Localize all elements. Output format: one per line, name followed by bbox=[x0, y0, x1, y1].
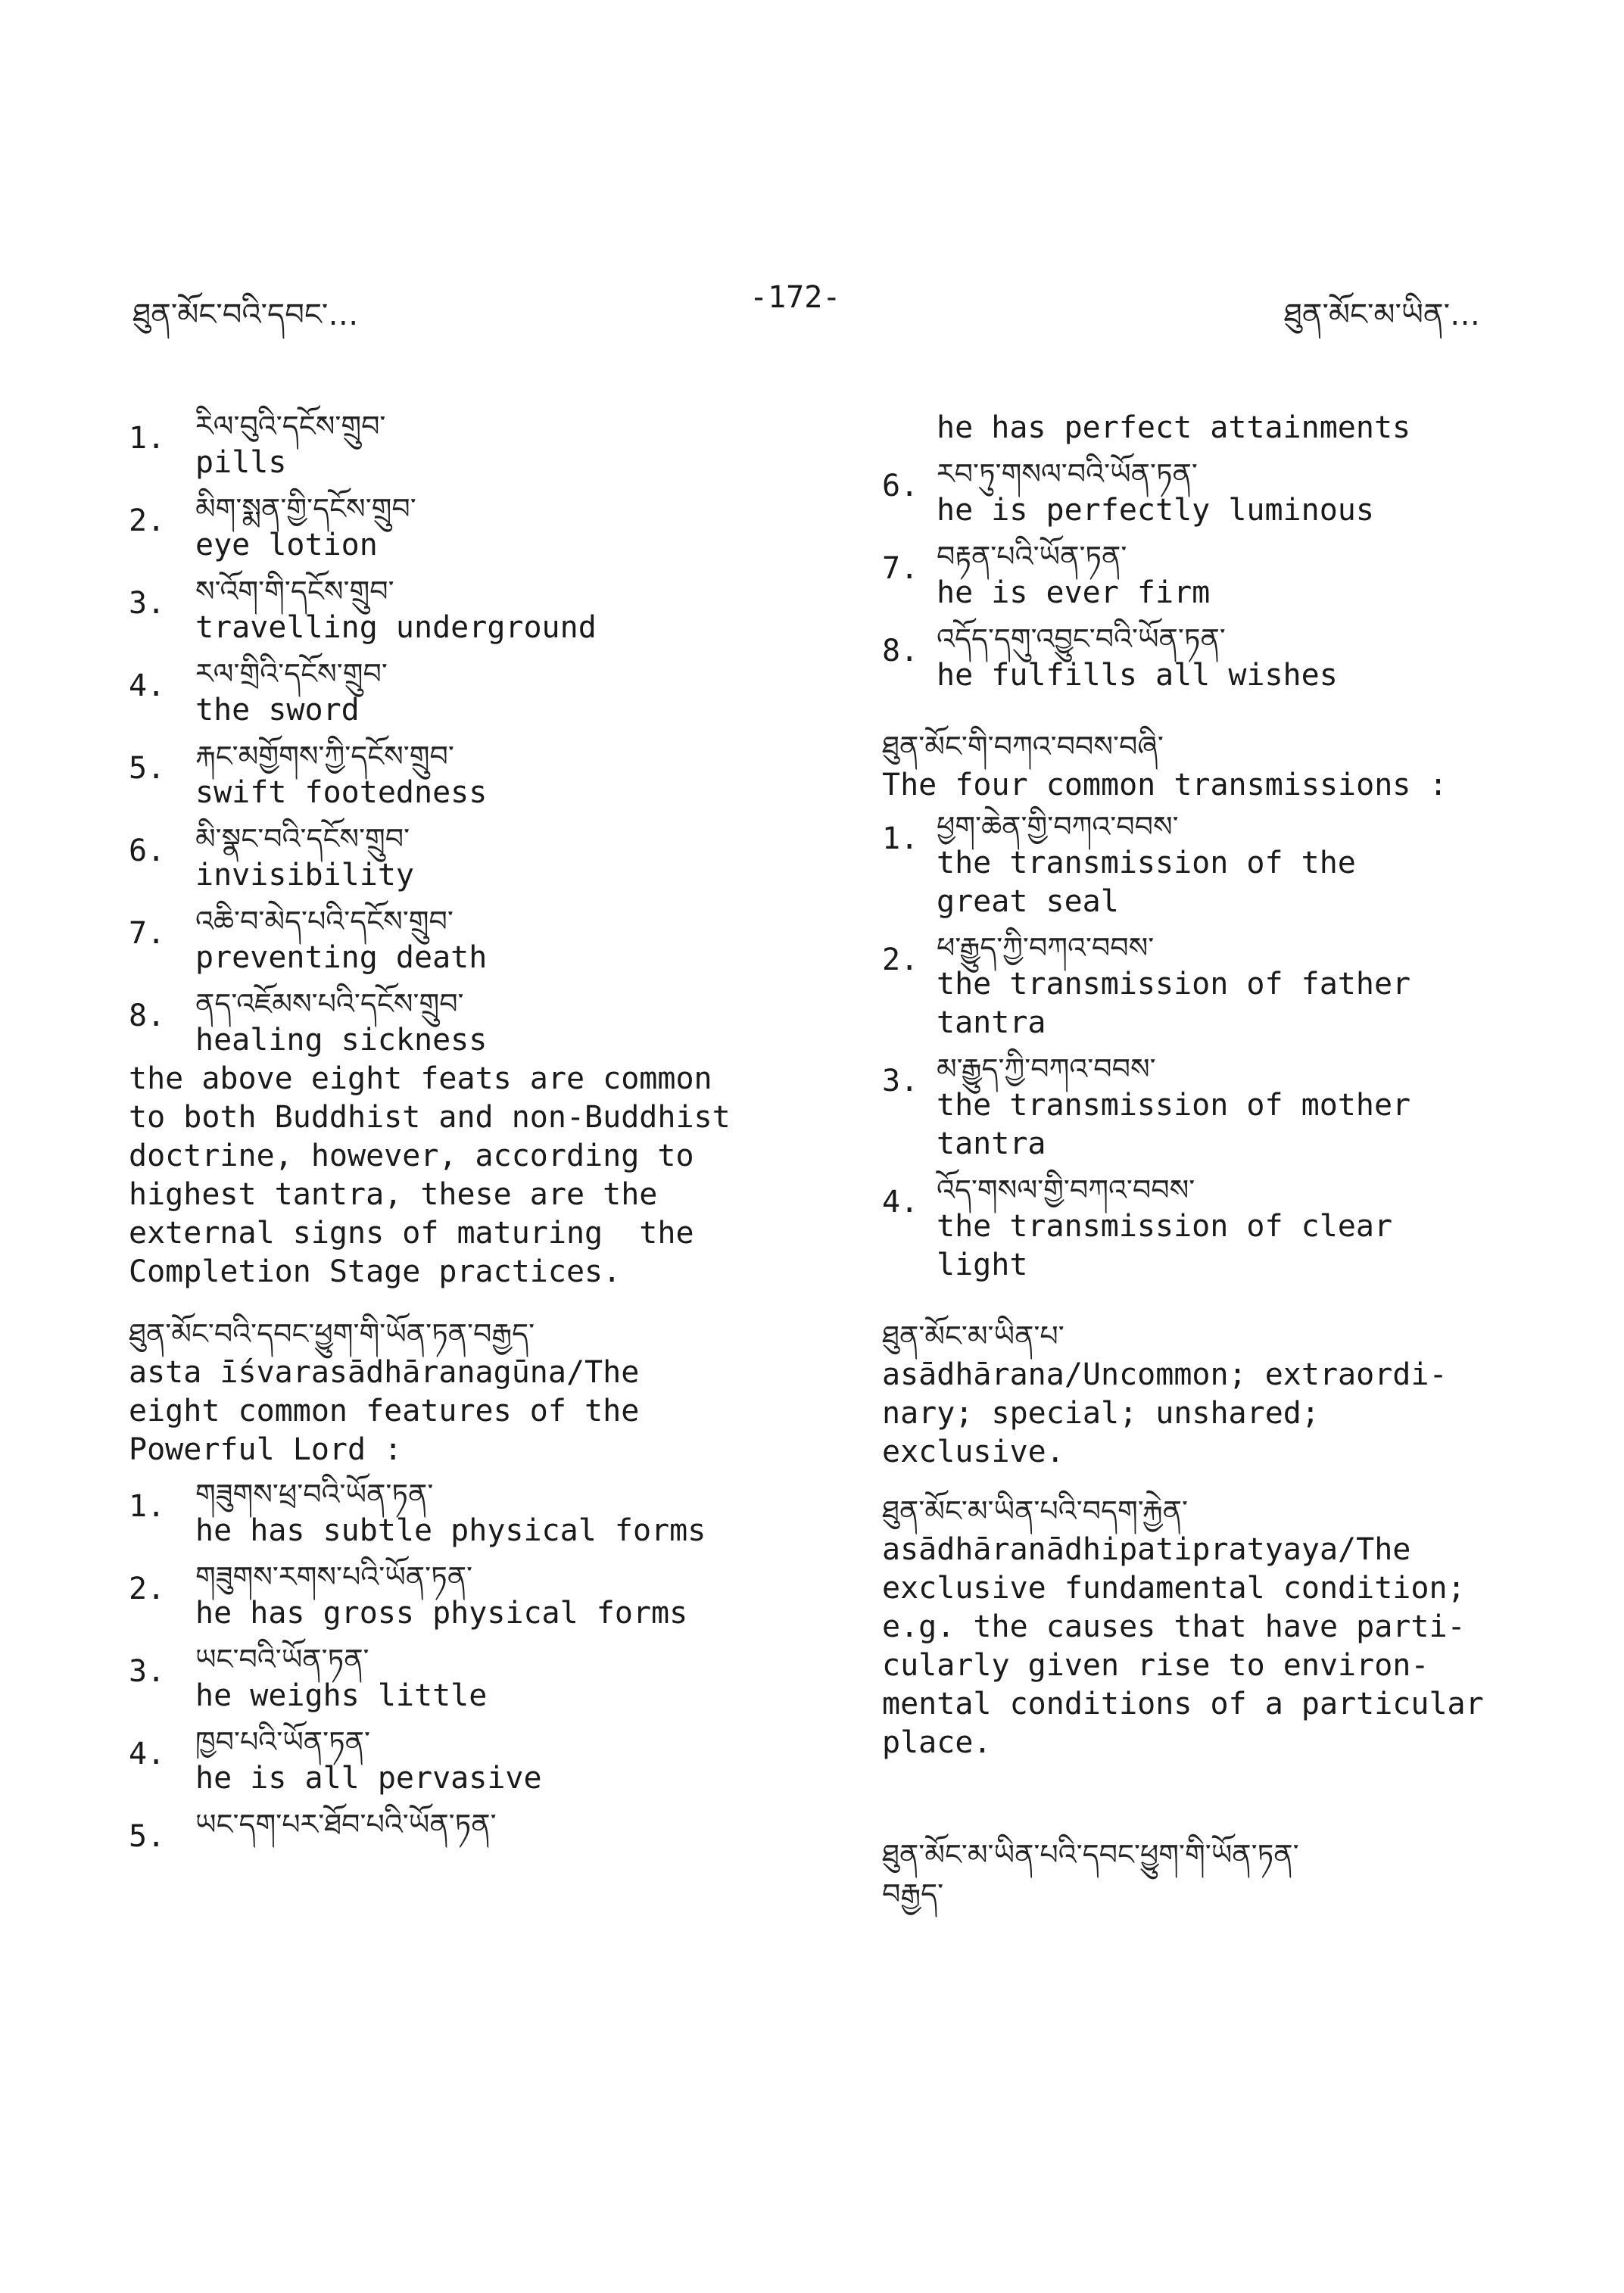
list-item bbox=[129, 574, 795, 647]
tibetan-term: མི་སྣང་བའི་དངོས་གྲུབ་ bbox=[195, 822, 410, 855]
english-gloss: preventing death bbox=[195, 940, 488, 975]
tibetan-term: ཕྱག་ཆེན་གྱི་བཀའ་བབས་ bbox=[937, 810, 1179, 843]
uncommon-entry bbox=[882, 1316, 1526, 1472]
list-item bbox=[129, 1642, 795, 1715]
english-gloss: eye lotion bbox=[195, 528, 378, 562]
item-number: 2. bbox=[882, 942, 919, 977]
list-item bbox=[129, 1477, 795, 1550]
item-number: 8. bbox=[129, 999, 166, 1033]
english-gloss: the transmission of father tantra bbox=[937, 967, 1411, 1040]
entry-headword-tibetan: ཐུན་མོང་མ་ཡིན་པའི་དབང་ཕྱུག་གི་ཡོན་ཏན་ བརྒྱད་ bbox=[882, 1838, 1299, 1911]
list-item bbox=[129, 821, 795, 895]
entry-headword-tibetan: ཐུན་མོང་གི་བཀའ་བབས་བཞི་ bbox=[882, 730, 1164, 763]
running-head-right: ཐུན་མོང་མ་ཡིན་… bbox=[1283, 298, 1480, 332]
list-item bbox=[129, 1724, 795, 1798]
english-gloss: invisibility bbox=[195, 858, 414, 893]
feats-list bbox=[129, 409, 795, 1060]
list-item bbox=[129, 739, 795, 812]
list-item bbox=[129, 656, 795, 730]
item-number: 7. bbox=[882, 551, 919, 586]
list-item bbox=[882, 622, 1526, 695]
lord-features-list bbox=[129, 1477, 795, 1856]
list-item bbox=[882, 539, 1526, 612]
tibetan-term: ནད་འཇོམས་པའི་དངོས་གྲུབ་ bbox=[195, 987, 464, 1020]
entry-definition: asādhārana/Uncommon; extraordi- nary; special; unshared; exclusive. bbox=[882, 1357, 1448, 1469]
condition-entry bbox=[882, 1491, 1526, 1762]
item-number: 1. bbox=[129, 421, 166, 456]
tibetan-term: མ་རྒྱུད་ཀྱི་བཀའ་བབས་ bbox=[937, 1052, 1156, 1086]
tibetan-term: ས་འོག་གི་དངོས་གྲུབ་ bbox=[195, 575, 394, 608]
item-number: 3. bbox=[129, 586, 166, 621]
entry-definition: The four common transmissions : bbox=[882, 768, 1448, 802]
tibetan-term: གཟུགས་ཕྲ་བའི་ཡོན་ཏན་ bbox=[195, 1478, 434, 1511]
list-item bbox=[129, 409, 795, 482]
entry-definition: asādhāranādhipatipratyaya/The exclusive fundamental condition; e.g. the causes that have parti- cularly given rise to environ- mental conditions of a particular place. bbox=[882, 1532, 1484, 1760]
english-gloss: healing sickness bbox=[195, 1023, 488, 1058]
english-gloss: the transmission of clear light bbox=[937, 1209, 1393, 1282]
item-number: 1. bbox=[882, 821, 919, 856]
transmissions-entry bbox=[882, 727, 1526, 805]
feats-note: the above eight feats are common to both Buddhist and non-Buddhist doctrine, however, according to highest tantra, these are the external signs of maturing the Completion Stage practices. bbox=[129, 1061, 731, 1289]
english-gloss: he fulfills all wishes bbox=[937, 658, 1338, 693]
list-item bbox=[882, 1173, 1526, 1285]
tibetan-term: རིལ་བུའི་དངོས་གྲུབ་ bbox=[195, 410, 386, 443]
transmissions-list bbox=[882, 809, 1526, 1285]
tibetan-term: འོད་གསལ་གྱི་བཀའ་བབས་ bbox=[937, 1173, 1195, 1207]
item-number: 6. bbox=[882, 469, 919, 503]
item-number: 2. bbox=[129, 503, 166, 538]
tibetan-term: ཡང་དག་པར་ཐོབ་པའི་ཡོན་ཏན་ bbox=[195, 1808, 497, 1841]
list-item bbox=[129, 986, 795, 1060]
english-gloss: he is all pervasive bbox=[195, 1761, 542, 1796]
english-gloss: he is perfectly luminous bbox=[937, 493, 1374, 528]
list-item bbox=[882, 456, 1526, 530]
item-number: 4. bbox=[882, 1185, 919, 1220]
english-gloss: the transmission of the great seal bbox=[937, 846, 1356, 919]
tibetan-term: བརྟན་པའི་ཡོན་ཏན་ bbox=[937, 540, 1127, 573]
tibetan-term: ཕ་རྒྱུད་ཀྱི་བཀའ་བབས་ bbox=[937, 931, 1155, 964]
item-number: 5. bbox=[129, 751, 166, 786]
english-gloss: swift footedness bbox=[195, 775, 488, 810]
list-item bbox=[882, 1051, 1526, 1164]
left-column bbox=[129, 409, 795, 1865]
list-item bbox=[129, 1559, 795, 1633]
tibetan-term: རྐང་མགྱོགས་ཀྱི་དངོས་གྲུབ་ bbox=[195, 740, 454, 773]
english-gloss: he has subtle physical forms bbox=[195, 1513, 706, 1548]
lord-entry bbox=[129, 1314, 795, 1469]
item-number: 7. bbox=[129, 916, 166, 951]
entry-headword-tibetan: ཐུན་མོང་མ་ཡིན་པའི་བདག་རྐྱེན་ bbox=[882, 1494, 1188, 1528]
list-item bbox=[882, 809, 1526, 921]
english-gloss: travelling underground bbox=[195, 610, 597, 645]
item-number: 3. bbox=[882, 1064, 919, 1098]
tibetan-term: འཆི་བ་མེད་པའི་དངོས་གྲུབ་ bbox=[195, 905, 454, 938]
english-gloss: he weighs little bbox=[195, 1678, 488, 1713]
list-item bbox=[882, 930, 1526, 1042]
item-number: 1. bbox=[129, 1489, 166, 1524]
list-item bbox=[129, 904, 795, 977]
item-number: 5. bbox=[129, 1819, 166, 1854]
english-gloss: the transmission of mother tantra bbox=[937, 1088, 1411, 1161]
english-gloss: he has gross physical forms bbox=[195, 1596, 688, 1631]
item-number: 2. bbox=[129, 1572, 166, 1606]
list-item bbox=[129, 1807, 795, 1856]
english-gloss: the sword bbox=[195, 693, 360, 727]
tibetan-term: རབ་ཏུ་གསལ་བའི་ཡོན་ཏན་ bbox=[937, 457, 1198, 491]
item-number: 4. bbox=[129, 1737, 166, 1771]
item-number: 6. bbox=[129, 833, 166, 868]
running-head-left: ཐུན་མོང་བའི་དབང་… bbox=[132, 298, 359, 332]
tibetan-term: མིག་སྨན་གྱི་དངོས་གྲུབ་ bbox=[195, 492, 416, 525]
tibetan-term: ཡང་བའི་ཡོན་ཏན་ bbox=[195, 1643, 369, 1676]
english-gloss: he is ever firm bbox=[937, 575, 1211, 610]
lord-features-continued bbox=[882, 456, 1526, 695]
item-number: 4. bbox=[129, 668, 166, 703]
item-number: 8. bbox=[882, 634, 919, 668]
right-column bbox=[882, 409, 1526, 1933]
continued-gloss: he has perfect attainments bbox=[937, 410, 1411, 445]
tibetan-term: འདོད་དགུ་འབྱུང་བའི་ཡོན་ཏན་ bbox=[937, 622, 1226, 656]
english-gloss: pills bbox=[195, 445, 287, 480]
item-number: 3. bbox=[129, 1654, 166, 1689]
tibetan-term: གཟུགས་རགས་པའི་ཡོན་ཏན་ bbox=[195, 1560, 473, 1594]
list-item bbox=[129, 491, 795, 565]
entry-headword-tibetan: ཐུན་མོང་བའི་དབང་ཕྱུག་གི་ཡོན་ཏན་བརྒྱད་ bbox=[129, 1317, 535, 1351]
page-number: -172- bbox=[750, 280, 841, 315]
entry-definition: asta īśvarasādhāranagūna/The eight common features of the Powerful Lord : bbox=[129, 1355, 640, 1467]
tibetan-term: ཁྱབ་པའི་ཡོན་ཏན་ bbox=[195, 1725, 371, 1759]
last-entry bbox=[882, 1835, 1526, 1914]
tibetan-term: རལ་གྲིའི་དངོས་གྲུབ་ bbox=[195, 657, 388, 690]
entry-headword-tibetan: ཐུན་མོང་མ་ཡིན་པ་ bbox=[882, 1319, 1064, 1353]
